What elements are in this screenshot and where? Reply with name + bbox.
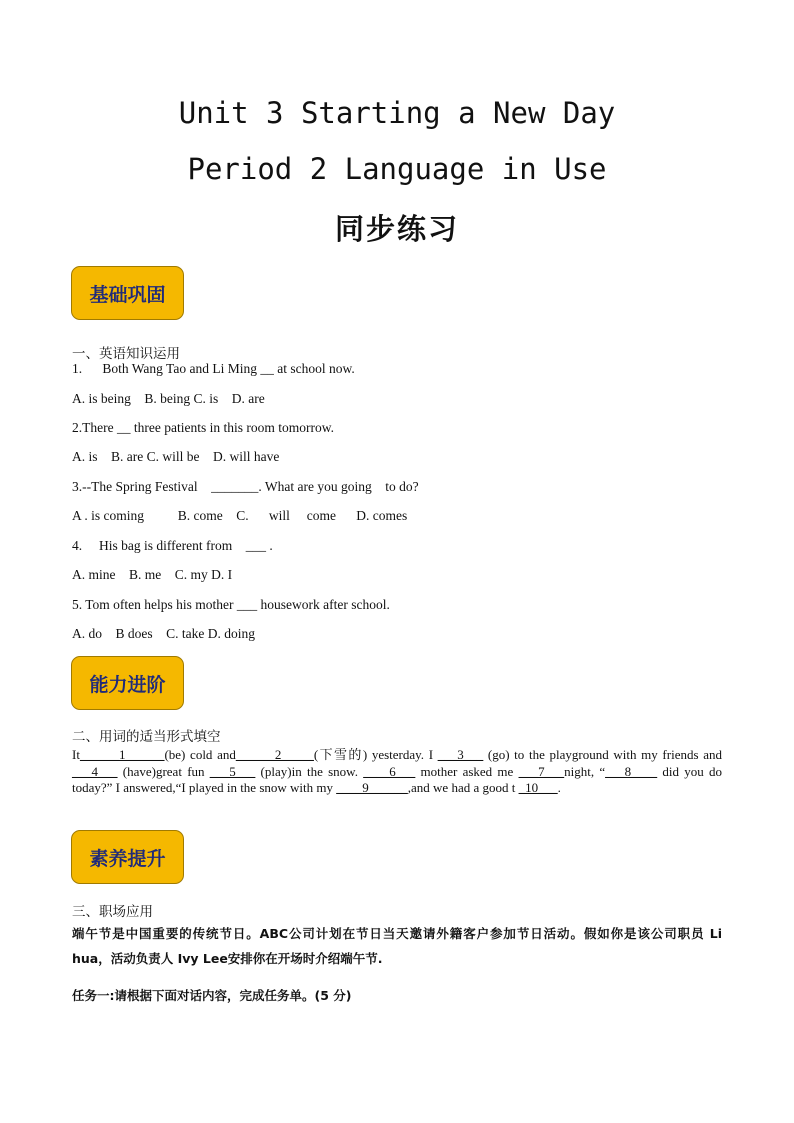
task-one: 任务一:请根据下面对话内容，完成任务单。(5 分) xyxy=(72,988,352,1003)
document-heading-cn: 同步练习 xyxy=(334,212,459,246)
blank-10: _10___ xyxy=(518,780,558,795)
blank-3: ___3___ xyxy=(437,747,484,762)
blank-9: ____9______ xyxy=(336,780,408,795)
document-title: Unit 3 Starting a New Day xyxy=(178,96,616,130)
question-4: 4. His bag is different from ___ . xyxy=(72,538,273,553)
options-4: A. mine B. me C. my D. I xyxy=(72,567,233,582)
question-2: 2.There __ three patients in this room tomorrow. xyxy=(72,420,334,435)
question-1: 1. Both Wang Tao and Li Ming __ at school now. xyxy=(72,361,355,376)
options-2: A. is B. are C. will be D. will have xyxy=(72,449,280,464)
question-3: 3.--The Spring Festival _______. What are you going to do? xyxy=(72,479,419,494)
badge-basic: 基础巩固 xyxy=(71,266,184,320)
blank-4: ___4___ xyxy=(72,763,118,779)
options-1: A. is being B. being C. is D. are xyxy=(72,391,265,406)
blank-8: ___8____ xyxy=(605,763,658,779)
blank-7: ___7___ xyxy=(518,763,565,779)
question-5: 5. Tom often helps his mother ___ housework after school. xyxy=(72,597,390,612)
fill-in-paragraph: It______1______(be) cold and______2_____(下雪的) yesterday. I ___3___ (go) to the playground with my friends and ___4___ (have)great fun ___5___ (play)in the snow. ____6___ mother asked me ___7___night, “___8____ did you do today?” I answered,“I played in the snow with my ____9______,and we had a good t _10___. xyxy=(72,747,723,795)
section1-heading: 一、英语知识运用 xyxy=(72,346,180,362)
blank-6: ____6___ xyxy=(363,763,416,779)
badge-literacy: 素养提升 xyxy=(71,830,184,884)
section2-heading: 二、用词的适当形式填空 xyxy=(72,729,221,745)
options-3: A . is coming B. come C. will come D. comes xyxy=(72,508,408,523)
document-subtitle: Period 2 Language in Use xyxy=(187,152,607,186)
blank-2: ______2_____ xyxy=(235,747,314,762)
section3-intro: 端午节是中国重要的传统节日。ABC公司计划在节日当天邀请外籍客户参加节日活动。假如你是该公司职员 Li hua，活动负责人 Ivy Lee安排你在开场时介绍端午节. xyxy=(72,926,722,966)
blank-5: ___5___ xyxy=(209,763,256,779)
badge-ability: 能力进阶 xyxy=(71,656,184,710)
options-5: A. do B does C. take D. doing xyxy=(72,626,255,641)
section3-heading: 三、职场应用 xyxy=(72,904,153,920)
blank-1: ______1______ xyxy=(79,747,165,762)
